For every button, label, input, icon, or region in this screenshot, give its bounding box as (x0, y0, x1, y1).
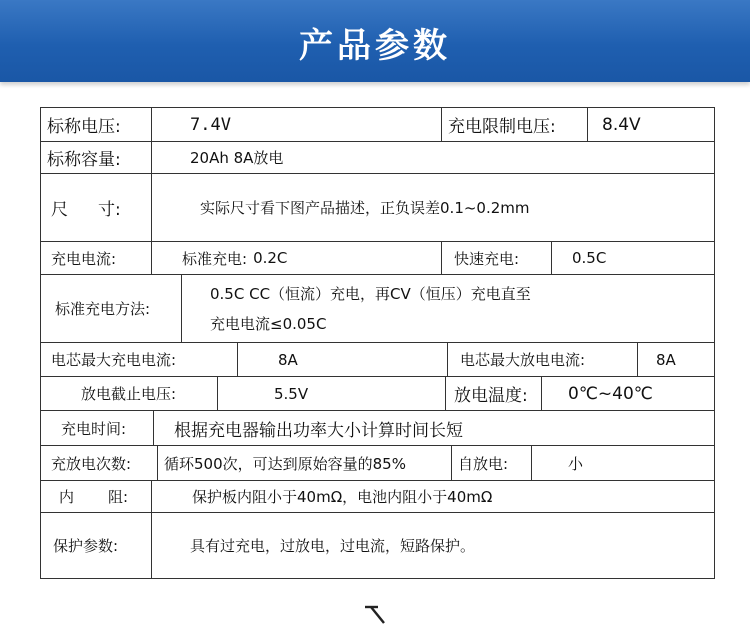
cycle-count-value: 循环500次，可达到原始容量的85% (157, 446, 451, 480)
header-banner (0, 0, 750, 82)
nominal-capacity-value: 20Ah 8A放电 (151, 142, 714, 173)
cell-max-charge-current-value: 8A (237, 343, 447, 376)
self-discharge-label: 自放电: (451, 446, 531, 480)
cycle-count-label: 充放电次数: (51, 454, 132, 473)
table-row (41, 411, 714, 446)
fast-charge-label: 快速充电: (441, 242, 551, 274)
nominal-voltage-value: 7.4V (151, 108, 441, 141)
cell-max-charge-current-label: 电芯最大充电电流: (51, 351, 177, 369)
charge-time-value: 根据充电器输出功率大小计算时间长短 (153, 411, 714, 445)
discharge-temperature-label: 放电温度: (445, 377, 541, 410)
page-title: 产品参数 (299, 26, 451, 66)
nominal-capacity-label: 标称容量: (47, 150, 121, 170)
self-discharge-value: 小 (531, 446, 714, 480)
nominal-voltage-label: 标称电压: (47, 117, 121, 137)
spec-table (40, 107, 715, 579)
charge-limit-voltage-value: 8.4V (587, 108, 714, 141)
cell-max-discharge-current-value: 8A (637, 343, 714, 376)
fast-charge-value: 0.5C (551, 242, 714, 274)
charge-method-line-1: 0.5C CC（恒流）充电，再CV（恒压）充电直至 (210, 284, 531, 303)
table-row (41, 108, 714, 142)
standard-charge-value: 0.2C (253, 249, 288, 267)
standard-charge (151, 242, 441, 274)
standard-charge-method-value (181, 275, 714, 342)
table-row (41, 142, 714, 174)
discharge-cutoff-voltage-label: 放电截止电压: (81, 385, 177, 403)
table-row (41, 481, 714, 513)
table-row (41, 174, 714, 242)
discharge-temperature-value: 0℃~40℃ (541, 377, 714, 410)
table-row (41, 343, 714, 377)
tool-icon (362, 603, 392, 625)
table-row (41, 446, 714, 481)
charge-current-label: 充电电流: (51, 249, 117, 268)
internal-resistance-value: 保护板内阻小于40mΩ，电池内阻小于40mΩ (151, 481, 714, 512)
size-label-part2: 寸: (98, 200, 121, 220)
size-label-part1: 尺 (51, 200, 68, 220)
table-row (41, 377, 714, 411)
charge-limit-voltage-label: 充电限制电压: (441, 108, 587, 141)
standard-charge-label: 标准充电: (182, 249, 248, 268)
table-row (41, 242, 714, 275)
standard-charge-method-label: 标准充电方法: (55, 300, 151, 318)
internal-resistance-label-part2: 阻: (108, 488, 129, 506)
internal-resistance-label (41, 481, 151, 512)
internal-resistance-label-part1: 内 (59, 488, 75, 506)
table-row (41, 513, 714, 578)
discharge-cutoff-voltage-value: 5.5V (217, 377, 445, 410)
protection-label: 保护参数: (53, 537, 119, 555)
size-label (41, 174, 151, 241)
cell-max-discharge-current-label: 电芯最大放电电流: (447, 343, 637, 376)
size-value: 实际尺寸看下图产品描述，正负误差0.1~0.2mm (151, 174, 714, 241)
charge-time-label: 充电时间: (61, 419, 127, 438)
protection-value: 具有过充电，过放电，过电流，短路保护。 (151, 513, 714, 578)
charge-method-line-2: 充电电流≤0.05C (210, 314, 327, 333)
table-row (41, 275, 714, 343)
